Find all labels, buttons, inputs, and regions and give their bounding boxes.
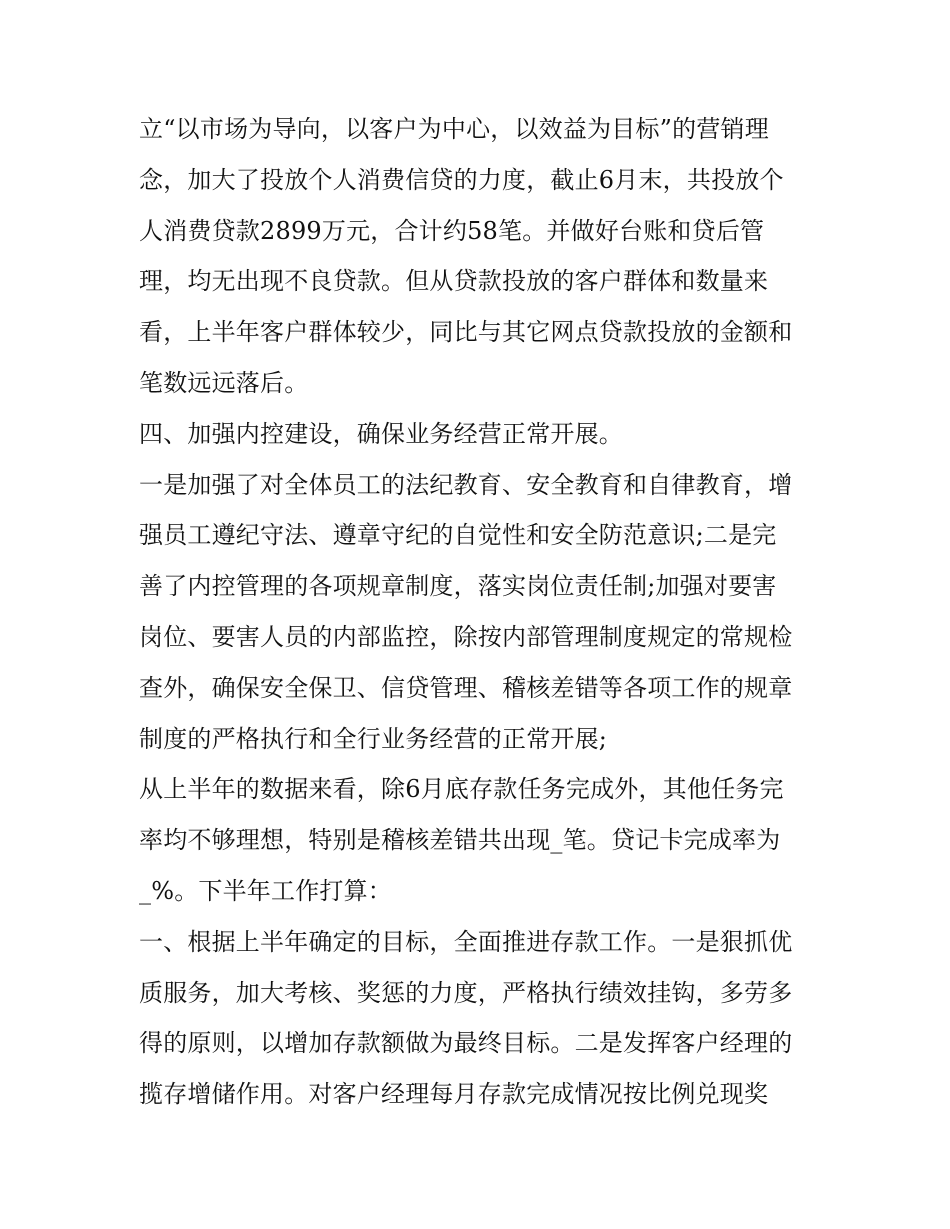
- section-heading: 一、根据上半年确定的目标，全面推进存款工作。一是狠抓优: [139, 927, 793, 956]
- document-body: [139, 104, 819, 1120]
- text-line: 制度的严格执行和全行业务经营的正常开展;: [139, 724, 608, 753]
- text-line: 一是加强了对全体员工的法纪教育、安全教育和自律教育，增: [139, 470, 793, 499]
- text-line: 理，均无出现不良贷款。但从贷款投放的客户群体和数量来: [139, 267, 769, 296]
- text-line: 人消费贷款2899万元，合计约58笔。并做好台账和贷后管: [139, 216, 765, 245]
- text-line: 笔数远远落后。: [139, 368, 309, 397]
- text-line: 率均不够理想，特别是稽核差错共出现_笔。贷记卡完成率为: [139, 826, 781, 855]
- text-line: 念，加大了投放个人消费信贷的力度，截止6月末，共投放个: [139, 165, 784, 194]
- text-line: 从上半年的数据来看，除6月底存款任务完成外，其他任务完: [139, 775, 784, 804]
- text-line: 强员工遵纪守法、遵章守纪的自觉性和安全防范意识;二是完: [139, 521, 777, 550]
- section-heading: 四、加强内控建设，确保业务经营正常开展。: [139, 419, 623, 448]
- text-line: 质服务，加大考核、奖惩的力度，严格执行绩效挂钩，多劳多: [139, 978, 793, 1007]
- text-line: 揽存增储作用。对客户经理每月存款完成情况按比例兑现奖: [139, 1080, 769, 1109]
- text-line: 岗位、要害人员的内部监控，除按内部管理制度规定的常规检: [139, 622, 793, 651]
- text-line: 查外，确保安全保卫、信贷管理、稽核差错等各项工作的规章: [139, 673, 793, 702]
- text-line: 立“以市场为导向，以客户为中心，以效益为目标”的营销理: [139, 115, 769, 143]
- text-line: 看，上半年客户群体较少，同比与其它网点贷款投放的金额和: [139, 318, 793, 347]
- text-line: 得的原则，以增加存款额做为最终目标。二是发挥客户经理的: [139, 1029, 793, 1058]
- text-line: 善了内控管理的各项规章制度，落实岗位责任制;加强对要害: [139, 572, 777, 601]
- text-line: _%。下半年工作打算：: [139, 876, 393, 905]
